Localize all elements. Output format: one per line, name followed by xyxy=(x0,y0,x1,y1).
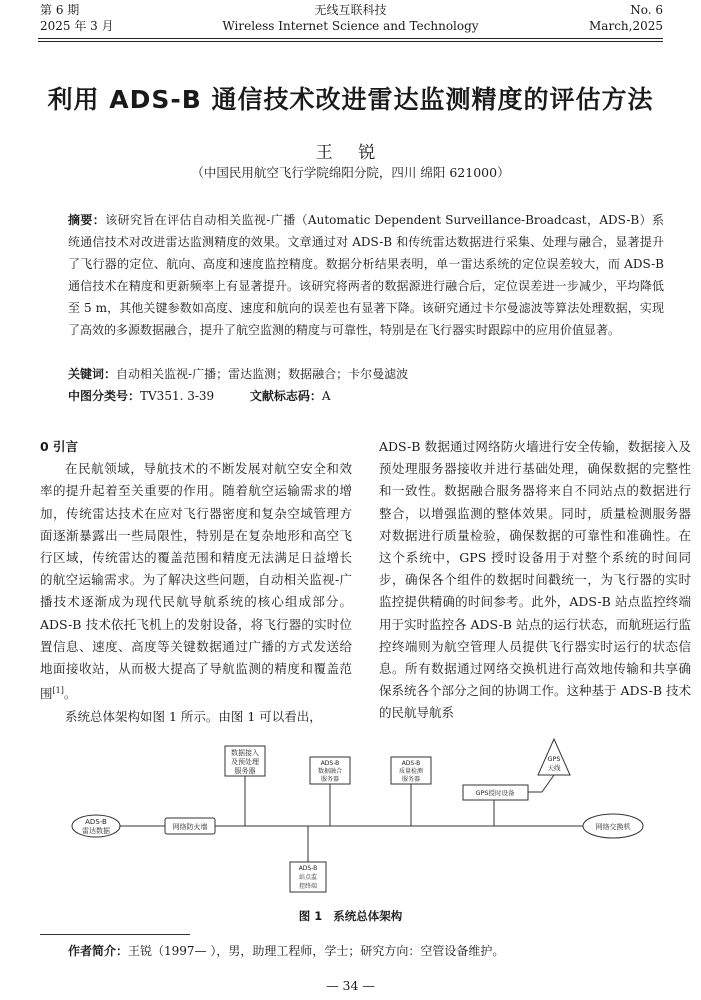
header-right xyxy=(589,2,663,34)
figure-caption-text: 系统总体架构 xyxy=(333,909,403,923)
fusion-label-2: 数据融合 xyxy=(317,768,343,775)
gps-antenna-riser xyxy=(542,775,554,792)
intro-paragraph-1-end: 。 xyxy=(63,686,77,702)
abstract-text: 该研究旨在评估自动相关监视-广播（Automatic Dependent Surveillance-Broadcast，ADS-B）系统通信技术对改进雷达监测精度的效果。文章通过对 ADS-B 和传统雷达数据进行采集、处理与融合，显著提升了飞行器的定位、航向、高度和速度监控精度。数据分析结果表明，单一雷达系统的定位误差较大，而 ADS-B 通信技术在精度和更新频率上有显著提升。该研究将两者的数据源进行融合后，定位误差进一步减少，平均降低至 5 m，其他关键参数如高度、速度和航向的误差也有显著下降。该研究通过卡尔曼滤波等算法处理数据，实现了高效的多源数据融合，提升了航空监测的精度与可靠性，特别是在飞行器实时跟踪中的应用价值显著。 xyxy=(68,213,664,337)
gps-antenna-label-2: 天线 xyxy=(547,764,561,772)
fusion-label-3: 服务器 xyxy=(320,776,340,783)
author-affiliation: （中国民用航空飞行学院绵阳分院，四川 绵阳 621000） xyxy=(191,165,510,180)
doc-code-value: A xyxy=(321,389,331,403)
header-rule xyxy=(38,38,663,39)
abstract-label: 摘要： xyxy=(68,213,106,227)
figure-caption xyxy=(0,908,701,924)
keywords-label: 关键词： xyxy=(68,367,117,381)
issue-number: 第 6 期 xyxy=(40,3,80,17)
intro-paragraph-continued: ADS-B 数据通过网络防火墙进行安全传输，数据接入及预处理服务器接收并进行基础处理，确保数据的完整性和一致性。数据融合服务器将来自不同站点的数据进行整合，以增强监测的整体效果。同时，质量检测服务器对数据进行质量检验，确保数据的可靠性和准确性。在这个系统中，GPS 授时设备用于对整个系统的时间同步，确保各个组件的数据时间戳统一，为飞行器的实时监控提供精确的时间参考。此外，ADS-B 站点监控终端用于实时监控各 ADS-B 站点的运行状态，而航班运行监控终端则为航空管理人员提供飞行器实时运行的状态信息。所有数据通过网络交换机进行高效地传输和共享确保系统各个部分之间的协调工作。这种基于 ADS-B 技术的民航导航系 xyxy=(379,439,691,721)
author-name: 王 锐 xyxy=(315,143,386,163)
figure-caption-label: 图 1 xyxy=(298,909,323,923)
system-architecture-diagram xyxy=(68,737,658,907)
clc-label: 中图分类号： xyxy=(68,389,141,403)
intro-paragraph-2: 系统总体架构如图 1 所示。由图 1 可以看出， xyxy=(65,708,322,724)
section-heading: 0 引言 xyxy=(40,439,79,454)
author-bio-footnote xyxy=(68,942,664,959)
author-bio-text: 王锐（1997— ），男，助理工程师，学士；研究方向：空管设备维护。 xyxy=(128,944,505,958)
quality-label-3: 服务器 xyxy=(401,776,421,783)
station-label-1: ADS-B xyxy=(298,865,318,872)
intro-paragraph-1 xyxy=(40,458,352,705)
journal-name-en: Wireless Internet Science and Technology xyxy=(222,19,479,33)
author-bio-label: 作者简介： xyxy=(68,944,129,958)
issue-number-en: No. 6 xyxy=(630,3,663,17)
preproc-label-3: 服务器 xyxy=(234,767,256,775)
paper-title: 利用 ADS-B 通信技术改进雷达监测精度的评估方法 xyxy=(47,85,654,114)
preproc-label-1: 数据接入 xyxy=(231,749,259,757)
header-rule-2 xyxy=(38,41,663,42)
clc-value: TV351. 3-39 xyxy=(140,389,215,403)
quality-label-1: ADS-B xyxy=(401,760,421,767)
issue-date-en: March,2025 xyxy=(589,19,663,33)
page-number: — 34 — xyxy=(326,978,375,993)
quality-label-2: 质量检测 xyxy=(398,768,424,775)
keywords xyxy=(68,363,664,385)
firewall-label: 网络防火墙 xyxy=(172,823,208,831)
body-left-column xyxy=(40,436,352,728)
citation-ref[interactable]: [1] xyxy=(52,686,64,696)
classification xyxy=(68,385,664,407)
network-switch-label: 网络交换机 xyxy=(595,823,631,831)
journal-name-cn: 无线互联科技 xyxy=(314,3,387,17)
intro-paragraph-1-text: 在民航领域，导航技术的不断发展对航空安全和效率的提升起着至关重要的作用。随着航空运输需求的增加，传统雷达技术在应对飞行器密度和复杂空域管理方面逐渐暴露出一些局限性，特别是在复杂地形和高空飞行区域，传统雷达的覆盖范围和精度无法满足日益增长的航空运输需求。为了解决这些问题，自动相关监视-广播技术逐渐成为现代民航导航系统的核心组成部分。ADS-B 技术依托飞机上的发射设备，将飞行器的实时位置信息、速度、高度等关键数据通过广播的方式发送给地面接收站，从而极大提高了导航监测的精度和覆盖范围 xyxy=(40,461,352,702)
gps-antenna-label-1: GPS xyxy=(547,755,561,763)
station-label-3: 控终端 xyxy=(298,883,318,890)
station-label-2: 站点监 xyxy=(298,874,318,881)
footnote-rule xyxy=(40,934,190,935)
fusion-label-1: ADS-B xyxy=(320,760,340,767)
radar-node-label-1: ADS-B xyxy=(85,818,107,826)
doc-code-label: 文献标志码： xyxy=(249,389,322,403)
issue-date: 2025 年 3 月 xyxy=(40,19,114,33)
keywords-text: 自动相关监视-广播；雷达监测；数据融合；卡尔曼滤波 xyxy=(116,367,409,381)
body-right-column xyxy=(379,436,691,725)
preproc-label-2: 及预处理 xyxy=(231,758,259,766)
gps-timing-label: GPS授时设备 xyxy=(475,789,515,797)
abstract xyxy=(68,209,664,341)
radar-node-label-2: 雷达数据 xyxy=(82,827,110,835)
